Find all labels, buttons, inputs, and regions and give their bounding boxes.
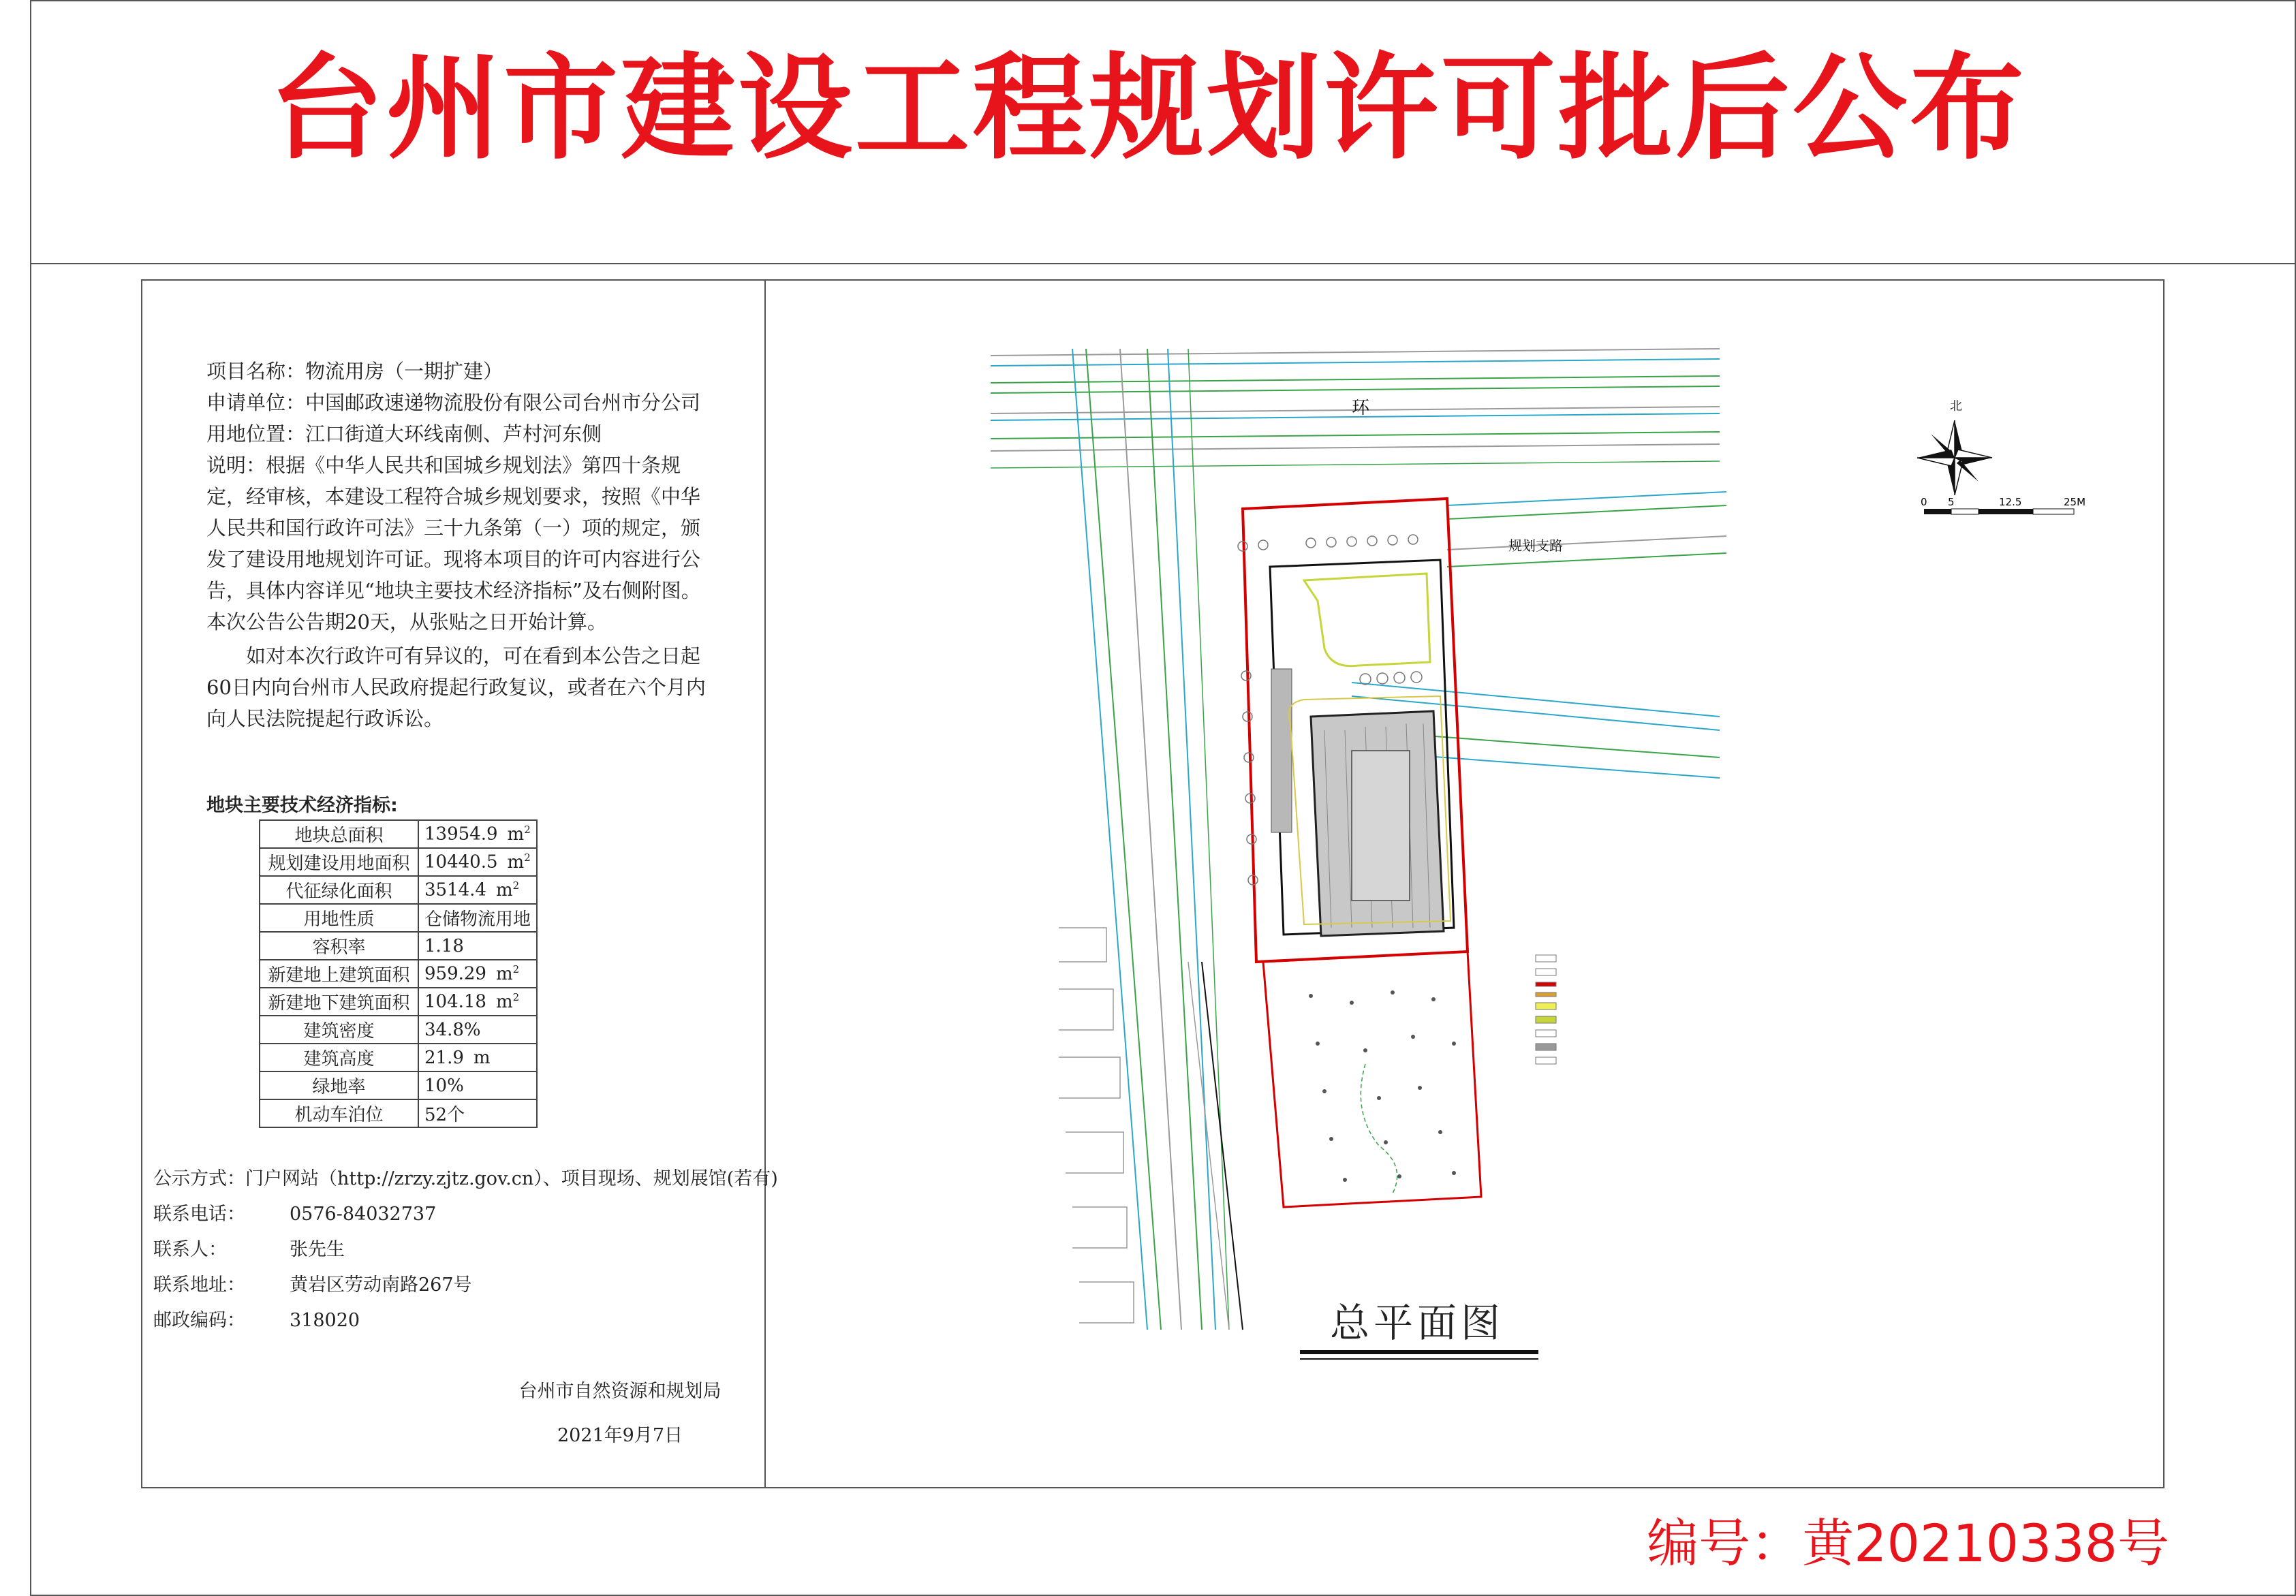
metric-value: 52个 <box>424 1105 465 1125</box>
metric-value-cell <box>418 1016 537 1044</box>
metric-unit-superscript: 2 <box>524 851 531 864</box>
west-road-lines <box>1072 349 1243 1330</box>
metric-unit-superscript: 2 <box>512 963 520 976</box>
caption-underline <box>1300 1350 1538 1354</box>
metric-row <box>260 1044 537 1071</box>
objection-notice: 如对本次行政许可有异议的，可在看到本公告之日起60日内向台州市人民政府提起行政复议，或者在六个月内向人民法院提起行政诉讼。 <box>206 644 706 730</box>
metric-value: 1.18 <box>424 935 464 956</box>
adjacent-parcels <box>1059 928 1134 1323</box>
person: 张先生 <box>290 1239 345 1260</box>
address-row <box>153 1268 778 1303</box>
title-divider <box>30 263 2296 264</box>
metric-value-cell <box>418 932 537 960</box>
description: 说明：根据《中华人民共和国城乡规划法》第四十条规定，经审核，本建设工程符合城乡规划要求，按照《中华人民共和国行政许可法》三十九条第（一）项的规定，颁发了建设用地规划许可证。现将本项目的许可内容进行公告，具体内容详见“地块主要技术经济指标”及右侧附图。本次公告公告期20天，从张贴之日开始计算。 <box>206 454 701 633</box>
elevation-points <box>1309 990 1456 1182</box>
metric-value: 仓储物流用地 <box>424 909 531 930</box>
caption-underline-thin <box>1300 1358 1538 1360</box>
metric-unit-superscript: 2 <box>512 879 520 892</box>
postcode-label: 邮政编码： <box>153 1310 245 1331</box>
metric-name: 规划建设用地面积 <box>260 848 418 876</box>
scale-label-12-5: 12.5 <box>1999 496 2022 508</box>
metric-value: 3514.4 <box>424 879 486 901</box>
metric-name: 建筑密度 <box>260 1016 418 1044</box>
metric-name: 新建地上建筑面积 <box>260 960 418 988</box>
green-lawn <box>1304 574 1430 666</box>
metric-row <box>260 820 537 848</box>
scale-label-5: 5 <box>1948 496 1955 508</box>
postcode: 318020 <box>290 1310 360 1331</box>
scale-label-25: 25M <box>2064 496 2086 508</box>
publish-method-row <box>153 1161 778 1197</box>
metric-value: 21.9 <box>424 1047 464 1068</box>
metric-value: 959.29 <box>424 963 486 984</box>
metric-unit: m <box>473 1047 491 1068</box>
metric-name: 容积率 <box>260 932 418 960</box>
person-label: 联系人： <box>153 1239 227 1260</box>
metric-name: 绿地率 <box>260 1071 418 1099</box>
metric-unit: m <box>495 879 513 901</box>
ring-road-label: 环 <box>1352 398 1370 418</box>
applicant-row <box>206 387 724 418</box>
issuer: 台州市自然资源和规划局 <box>518 1381 722 1402</box>
metric-row <box>260 848 537 876</box>
metric-value-cell <box>418 1044 537 1071</box>
metric-name: 代征绿化面积 <box>260 876 418 904</box>
metric-name: 地块总面积 <box>260 820 418 848</box>
scale-label-0: 0 <box>1921 496 1927 508</box>
metric-value-cell <box>418 960 537 988</box>
metric-value-cell <box>418 876 537 904</box>
metric-name: 新建地下建筑面积 <box>260 988 418 1016</box>
metric-value: 10% <box>424 1075 464 1096</box>
phone: 0576-84032737 <box>290 1204 437 1225</box>
metrics-title: 地块主要技术经济指标: <box>206 795 398 816</box>
metric-unit: m <box>507 851 525 873</box>
south-parcel-path <box>1361 1064 1397 1193</box>
metrics-table <box>259 819 538 1128</box>
metric-value-cell <box>418 1071 537 1099</box>
postcode-row <box>153 1303 778 1339</box>
address: 黄岩区劳动南路267号 <box>290 1274 472 1296</box>
parking-hatch <box>1271 669 1292 832</box>
applicant: 中国邮政速递物流股份有限公司台州市分公司 <box>305 391 701 414</box>
legend <box>1536 955 1556 1064</box>
metric-value: 10440.5 <box>424 851 498 873</box>
project-info <box>206 356 724 450</box>
metric-unit: m <box>507 824 525 845</box>
plan-caption: 总平面图 <box>1329 1300 1504 1346</box>
person-row <box>153 1232 778 1268</box>
metric-row <box>260 1099 537 1127</box>
metric-value: 104.18 <box>424 991 486 1012</box>
location: 江口街道大环线南侧、芦村河东侧 <box>305 422 602 445</box>
metric-name: 用地性质 <box>260 904 418 932</box>
metric-value: 34.8% <box>424 1019 481 1040</box>
metric-row <box>260 876 537 904</box>
page-title: 台州市建设工程规划许可批后公布 <box>269 42 2027 175</box>
metric-unit-superscript: 2 <box>512 991 520 1004</box>
metric-value-cell <box>418 988 537 1016</box>
metric-row <box>260 1016 537 1044</box>
metric-name: 建筑高度 <box>260 1044 418 1071</box>
project-name-label: 项目名称： <box>206 360 306 383</box>
metric-value: 13954.9 <box>424 824 498 845</box>
metric-name: 机动车泊位 <box>260 1099 418 1127</box>
metric-value-cell <box>418 820 537 848</box>
issue-date: 2021年9月7日 <box>557 1425 683 1446</box>
building-core <box>1352 751 1410 901</box>
metric-value-cell <box>418 848 537 876</box>
publish-method: 门户网站（http://zrzy.zjtz.gov.cn）、项目现场、规划展馆(若有) <box>245 1168 778 1189</box>
metric-unit: m <box>495 991 513 1012</box>
phone-row <box>153 1197 778 1232</box>
scale-bar <box>1924 509 2074 514</box>
north-arrow-icon <box>1917 420 1992 495</box>
address-label: 联系地址： <box>153 1274 245 1296</box>
branch-road-label: 规划支路 <box>1508 537 1563 554</box>
metric-row <box>260 988 537 1016</box>
north-label: 北 <box>1950 399 1962 413</box>
metric-row <box>260 904 537 932</box>
site-boundary-south <box>1263 952 1481 1207</box>
project-name: 物流用房（一期扩建） <box>305 360 503 383</box>
applicant-label: 申请单位： <box>206 391 306 414</box>
contact-info <box>153 1161 778 1339</box>
metric-unit: m <box>495 963 513 984</box>
serial-number: 编号：黄20210338号 <box>1647 1513 2169 1574</box>
location-row <box>206 418 724 450</box>
publish-method-label: 公示方式： <box>153 1168 245 1189</box>
metric-value-cell <box>418 904 537 932</box>
metric-row <box>260 1071 537 1099</box>
metric-row <box>260 960 537 988</box>
project-name-row <box>206 356 724 387</box>
location-label: 用地位置： <box>206 422 306 445</box>
metric-unit-superscript: 2 <box>524 824 531 836</box>
metric-value-cell <box>418 1099 537 1127</box>
phone-label: 联系电话： <box>153 1204 245 1225</box>
metric-row <box>260 932 537 960</box>
